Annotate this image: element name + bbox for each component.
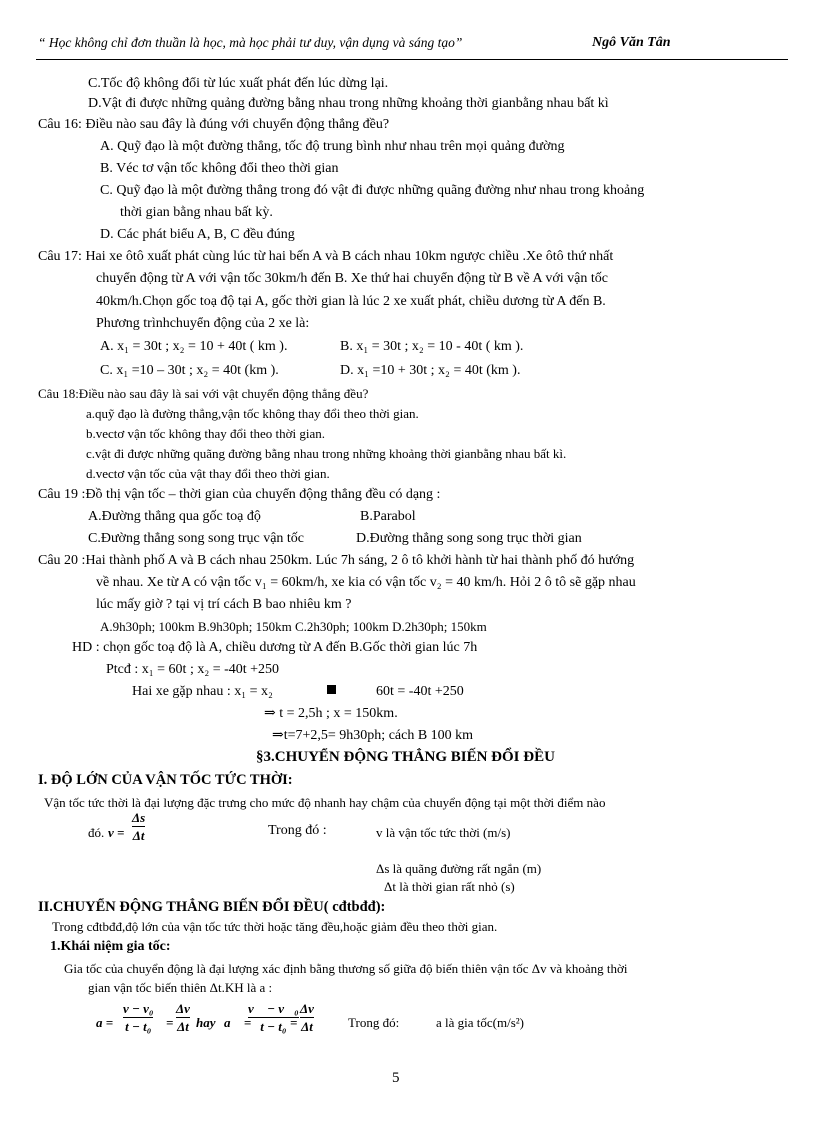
answer-option: A. x₁ = 30t ; x₂ = 10 + 40t ( km ).: [100, 339, 288, 354]
text-line: Trong đó :: [268, 823, 327, 838]
question-20: Câu 20 :Hai thành phố A và B cách nhau 250km. Lúc 7h sáng, 2 ô tô khởi hành từ hai thành phố đó hướng: [38, 553, 635, 568]
text-line: C.Tốc độ không đổi từ lúc xuất phát đến lúc dừng lại.: [88, 76, 389, 91]
text-line: gian vận tốc biến thiên Δt.KH là a :: [88, 980, 273, 995]
text-line: chuyển động từ A với vận tốc 30km/h đến B. Xe thứ hai chuyển động từ B về A với vận tốc: [96, 271, 608, 286]
question-18: Câu 18:Điều nào sau đây là sai với vật chuyển động thẳng đều?: [38, 386, 369, 401]
header-quote: “ Học không chỉ đơn thuần là học, mà học phải tư duy, vận dụng và sáng tạo”: [38, 35, 463, 50]
text-line: thời gian bằng nhau bất kỳ.: [120, 205, 273, 220]
equation-line: 60t = -40t +250: [376, 684, 464, 699]
formula-v-fraction: [132, 811, 145, 842]
formula-a-lhs: a =: [96, 1015, 114, 1030]
formula-dv-fraction: [176, 1002, 190, 1033]
text-line: lúc mấy giờ ? tại vị trí cách B bao nhiêu km ?: [96, 597, 352, 612]
formula-denominator: t − t₀: [125, 1019, 152, 1034]
formula-equals: =: [166, 1015, 174, 1030]
definition-line: Δt là thời gian rất nhỏ (s): [384, 879, 515, 894]
formula-v-lhs: v =: [108, 825, 125, 840]
formula-hay: hay: [196, 1015, 216, 1030]
answer-option: a.quỹ đạo là đường thẳng,vận tốc không thay đổi theo thời gian.: [86, 406, 419, 421]
equation-line: Ptcđ : x₁ = 60t ; x₂ = -40t +250: [106, 662, 280, 677]
formula-a-fraction: [123, 1002, 153, 1033]
answer-option: C. Quỹ đạo là một đường thẳng trong đó vật đi được những quãng đường như nhau trong khoảng: [100, 183, 645, 198]
formula-numerator: v⃗ − v⃗₀: [248, 1001, 299, 1016]
section-title: §3.CHUYỂN ĐỘNG THẲNG BIẾN ĐỔI ĐỀU: [256, 749, 555, 765]
answer-option: B. Véc tơ vận tốc không đổi theo thời gian: [100, 161, 339, 176]
definition-line: a là gia tốc(m/s²): [436, 1015, 525, 1030]
formula-denominator: t − t₀: [260, 1019, 287, 1034]
subsection-title: II.CHUYỂN ĐỘNG THẲNG BIẾN ĐỔI ĐỀU( cđtbđđ):: [38, 899, 386, 915]
formula-numerator: Δv: [176, 1001, 190, 1016]
answer-option: D. Các phát biểu A, B, C đều đúng: [100, 227, 295, 242]
square-bullet-icon: [327, 685, 336, 694]
answer-option: b.vectơ vận tốc không thay đổi theo thời gian.: [86, 426, 326, 441]
answer-option: A.Đường thẳng qua gốc toạ độ: [88, 509, 261, 524]
answer-options: A.9h30ph; 100km B.9h30ph; 150km C.2h30ph; 100km D.2h30ph; 150km: [100, 619, 487, 634]
formula-denominator: Δt: [301, 1019, 313, 1034]
text-line: Vận tốc tức thời là đại lượng đặc trưng cho mức độ nhanh hay chậm của chuyển động tại một thời điểm nào: [44, 795, 606, 810]
answer-option: D.Đường thẳng song song trục thời gian: [356, 531, 582, 546]
answer-option: c.vật đi được những quãng đường bằng nhau trong những khoảng thời gianbằng nhau bất kì.: [86, 446, 567, 461]
answer-option: D. x₁ =10 + 30t ; x₂ = 40t (km ).: [340, 363, 521, 378]
text-line: đó.: [88, 825, 105, 840]
header-author: Ngô Văn Tân: [592, 35, 671, 50]
formula-denominator: Δt: [177, 1019, 189, 1034]
question-16: Câu 16: Điều nào sau đây là đúng với chuyển động thẳng đều?: [38, 117, 390, 132]
subheading: 1.Khái niệm gia tốc:: [50, 939, 171, 954]
question-17: Câu 17: Hai xe ôtô xuất phát cùng lúc từ hai bến A và B cách nhau 10km ngược chiều .Xe ôtô thứ nhất: [38, 249, 614, 264]
formula-numerator: Δs: [132, 810, 146, 825]
answer-option: A. Quỹ đạo là một đường thẳng, tốc độ trung bình như nhau trên mọi quảng đường: [100, 139, 565, 154]
hint-line: HD : chọn gốc toạ độ là A, chiều dương từ A đến B.Gốc thời gian lúc 7h: [72, 640, 478, 655]
text-line: 40km/h.Chọn gốc toạ độ tại A, gốc thời gian là lúc 2 xe xuất phát, chiều dương từ A đến B.: [96, 294, 606, 309]
text-line: Trong đó:: [348, 1015, 400, 1030]
formula-vec-a-lhs: a⃗ =: [224, 1015, 252, 1030]
text-line: về nhau. Xe từ A có vận tốc v₁ = 60km/h, xe kia có vận tốc v₂ = 40 km/h. Hỏi 2 ô tô sẽ gặp nhau: [96, 575, 636, 590]
definition-line: Δs là quãng đường rất ngắn (m): [376, 861, 542, 876]
answer-option: C.Đường thẳng song song trục vận tốc: [88, 531, 305, 546]
answer-option: B. x₁ = 30t ; x₂ = 10 - 40t ( km ).: [340, 339, 524, 354]
answer-option: B.Parabol: [360, 509, 416, 524]
formula-numerator: v − v₀: [123, 1001, 154, 1016]
subsection-title: I. ĐỘ LỚN CỦA VẬN TỐC TỨC THỜI:: [38, 772, 293, 788]
answer-option: d.vectơ vận tốc của vật thay đổi theo thời gian.: [86, 466, 330, 481]
text-line: Gia tốc của chuyển động là đại lượng xác định bằng thương số giữa độ biến thiên vận tốc Δv và khoảng thời: [64, 961, 628, 976]
equation-line: ⇒t=7+2,5= 9h30ph; cách B 100 km: [272, 728, 474, 743]
text-line: Phương trìnhchuyển động của 2 xe là:: [96, 316, 310, 331]
equation-line: ⇒ t = 2,5h ; x = 150km.: [264, 706, 398, 721]
equation-line: Hai xe gặp nhau : x₁ = x₂: [132, 684, 273, 699]
formula-vec-dv-fraction: [300, 1002, 314, 1033]
text-line: Trong cđtbđđ,độ lớn của vận tốc tức thời hoặc tăng đều,hoặc giảm đều theo thời gian.: [52, 919, 498, 934]
text-line: D.Vật đi được những quảng đường bằng nhau trong những khoảng thời gianbằng nhau bất kì: [88, 96, 609, 111]
definition-line: v là vận tốc tức thời (m/s): [376, 825, 511, 840]
answer-option: C. x₁ =10 – 30t ; x₂ = 40t (km ).: [100, 363, 279, 378]
formula-numerator: Δv: [300, 1001, 314, 1016]
formula-equals: =: [290, 1015, 298, 1030]
question-19: Câu 19 :Đồ thị vận tốc – thời gian của chuyển động thẳng đều có dạng :: [38, 487, 441, 502]
formula-denominator: Δt: [132, 828, 145, 843]
page-number: 5: [392, 1070, 400, 1086]
header-rule: [36, 59, 788, 60]
